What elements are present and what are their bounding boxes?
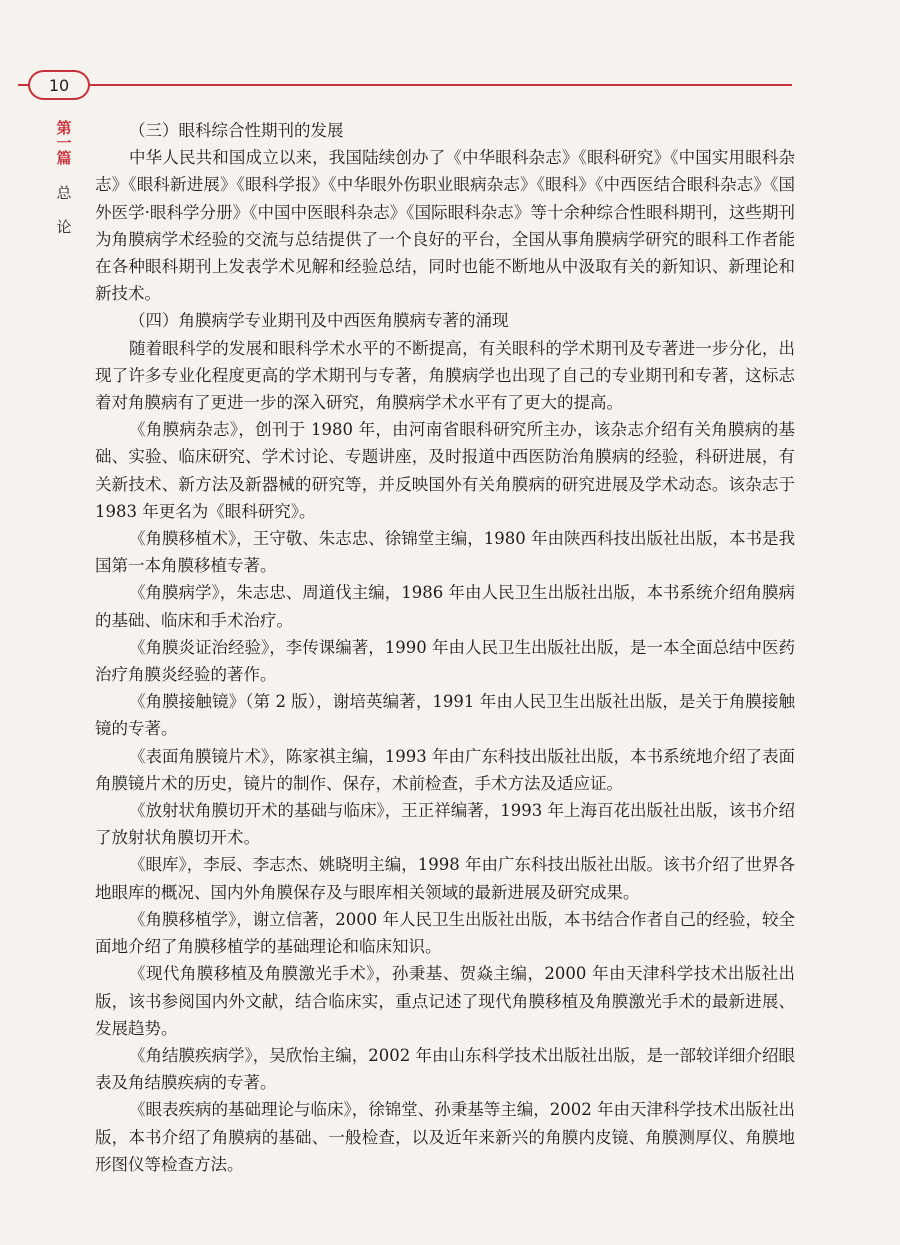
- paragraph: 中华人民共和国成立以来，我国陆续创办了《中华眼科杂志》《眼科研究》《中国实用眼科杂志》《眼科新进展》《眼科学报》《中华眼外伤职业眼病杂志》《眼科》《中西医结合眼科杂志》《国外医学·眼科学分册》《中国中医眼科杂志》《国际眼科杂志》等十余种综合性眼科期刊，这些期刊为角膜病学术经验的交流与总结提供了一个良好的平台，全国从事角膜病学研究的眼科工作者能在各种眼科期刊上发表学术见解和经验总结，同时也能不断地从中汲取有关的新知识、新理论和新技术。: [95, 148, 795, 304]
- page-number: 10: [48, 75, 70, 95]
- part-label-text: 第一篇: [54, 120, 73, 165]
- paragraph: 《角膜病学》，朱志忠、周道伐主编，1986 年由人民卫生出版社出版，本书系统介绍角膜病的基础、临床和手术治疗。: [95, 583, 795, 630]
- paragraph: 《现代角膜移植及角膜激光手术》，孙秉基、贺焱主编，2000 年由天津科学技术出版社出版，该书参阅国内外文献，结合临床实，重点记述了现代角膜移植及角膜激光手术的最新进展、发展趋势。: [95, 964, 795, 1038]
- paragraph: 《角结膜疾病学》，吴欣怡主编，2002 年由山东科学技术出版社出版，是一部较详细介绍眼表及角结膜疾病的专著。: [95, 1045, 795, 1093]
- paragraph: 《角膜移植术》，王守敬、朱志忠、徐锦堂主编，1980 年由陕西科技出版社出版，本书是我国第一本角膜移植专著。: [95, 529, 795, 576]
- part-title-char-2: 论: [56, 218, 72, 236]
- page-number-badge: [28, 70, 90, 100]
- paragraph: 《放射状角膜切开术的基础与临床》，王正祥编著，1993 年上海百花出版社出版，该书介绍了放射状角膜切开术。: [95, 801, 795, 848]
- header-rule: [95, 84, 792, 86]
- section-heading: （四）角膜病学专业期刊及中西医角膜病专著的涌现: [129, 311, 509, 331]
- paragraph: 《角膜病杂志》，创刊于 1980 年，由河南省眼科研究所主办，该杂志介绍有关角膜病的基础、实验、临床研究、学术讨论、专题讲座，及时报道中西医防治角膜病的经验，科研进展，有关新技术、新方法及新器械的研究等，并反映国外有关角膜病的研究进展及学术动态。该杂志于 1983 年更名为《眼科研究》。: [95, 420, 795, 521]
- paragraph: 《表面角膜镜片术》，陈家祺主编，1993 年由广东科技出版社出版，本书系统地介绍了表面角膜镜片术的历史，镜片的制作、保存，术前检查，手术方法及适应证。: [95, 746, 795, 793]
- page-body: [95, 117, 795, 1178]
- paragraph: 《眼表疾病的基础理论与临床》，徐锦堂、孙秉基等主编，2002 年由天津科学技术出版社出版，本书介绍了角膜病的基础、一般检查，以及近年来新兴的角膜内皮镜、角膜测厚仪、角膜地形图仪等检查方法。: [95, 1100, 795, 1174]
- part-label: [52, 120, 74, 170]
- paragraph: 《角膜炎证治经验》，李传课编著，1990 年由人民卫生出版社出版，是一本全面总结中医药治疗角膜炎经验的著作。: [95, 637, 795, 685]
- paragraph: 随着眼科学的发展和眼科学术水平的不断提高，有关眼科的学术期刊及专著进一步分化，出现了许多专业化程度更高的学术期刊与专著，角膜病学也出现了自己的专业期刊和专著，这标志着对角膜病有了更进一步的深入研究，角膜病学术水平有了更大的提高。: [95, 338, 795, 413]
- paragraph: 《角膜接触镜》（第 2 版），谢培英编著，1991 年由人民卫生出版社出版，是关于角膜接触镜的专著。: [95, 692, 795, 739]
- paragraph: 《眼库》，李辰、李志杰、姚晓明主编，1998 年由广东科技出版社出版。该书介绍了世界各地眼库的概况、国内外角膜保存及与眼库相关领域的最新进展及研究成果。: [95, 855, 795, 902]
- paragraph: 《角膜移植学》，谢立信著，2000 年人民卫生出版社出版，本书结合作者自己的经验，较全面地介绍了角膜移植学的基础理论和临床知识。: [95, 909, 795, 957]
- section-heading: （三）眼科综合性期刊的发展: [129, 121, 344, 140]
- part-title-char-1: 总: [56, 184, 72, 202]
